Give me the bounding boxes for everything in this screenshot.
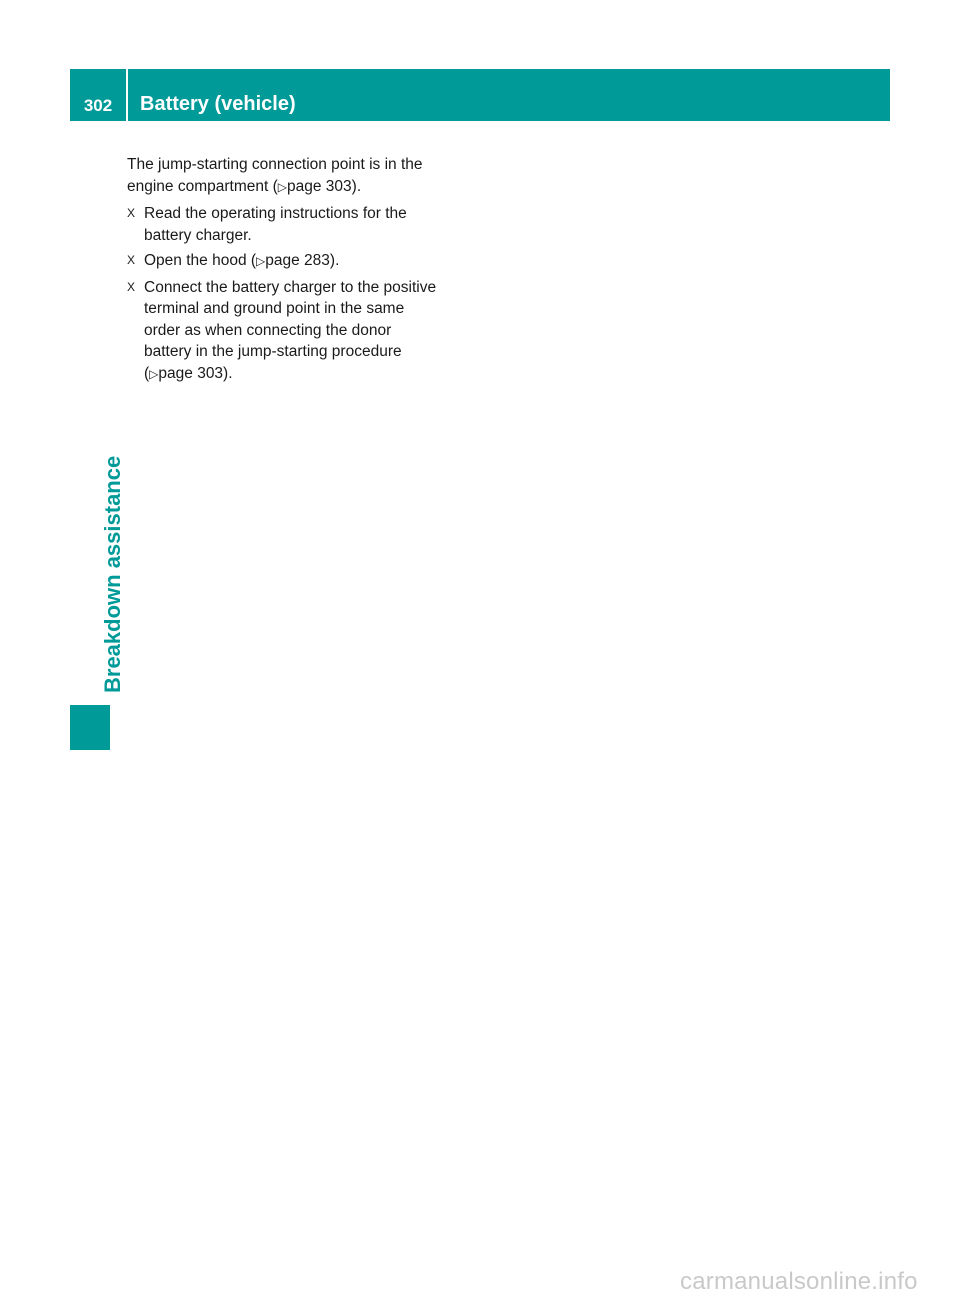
site-watermark: carmanualsonline.info — [680, 1268, 918, 1295]
step-line: Read the operating instructions for the — [144, 205, 407, 222]
chapter-tab-marker — [70, 705, 110, 750]
step-line: terminal and ground point in the same — [144, 300, 405, 317]
page-ref-icon: ▷ — [149, 366, 159, 381]
page-ref-icon: ▷ — [277, 179, 288, 194]
intro-line: The jump-starting connection point is in the — [127, 156, 423, 173]
section-title: Battery (vehicle) — [140, 93, 296, 115]
page-ref-link[interactable]: page 303). — [158, 364, 233, 382]
step-line: battery charger. — [144, 226, 252, 244]
step-line: Connect the battery charger to the positive — [144, 278, 437, 296]
step-connect-charger — [127, 277, 472, 386]
intro-paragraph — [127, 154, 472, 198]
step-arrow-icon: X — [127, 279, 136, 294]
step-read-instructions — [127, 203, 472, 246]
step-line: battery in the jump-starting procedure — [144, 343, 402, 360]
page-ref-icon: ▷ — [256, 254, 266, 268]
step-open-hood — [127, 250, 472, 273]
page-content — [127, 154, 472, 389]
page-ref-link[interactable]: page 283). — [265, 252, 340, 269]
step-line-with-ref — [144, 363, 472, 386]
header-divider — [126, 69, 128, 121]
intro-text: engine compartment ( — [127, 177, 278, 195]
intro-line-with-ref — [127, 176, 472, 199]
chapter-side-label: Breakdown assistance — [100, 455, 125, 693]
page-header — [70, 69, 890, 121]
step-arrow-icon: X — [127, 253, 136, 267]
step-line-with-ref — [144, 250, 472, 273]
page-ref-link[interactable]: page 303). — [287, 177, 362, 195]
step-text: Open the hood ( — [144, 252, 257, 269]
page-number: 302 — [83, 96, 113, 115]
step-arrow-icon: X — [127, 206, 136, 220]
step-text: ( — [144, 364, 150, 382]
step-line: order as when connecting the donor — [144, 321, 392, 339]
